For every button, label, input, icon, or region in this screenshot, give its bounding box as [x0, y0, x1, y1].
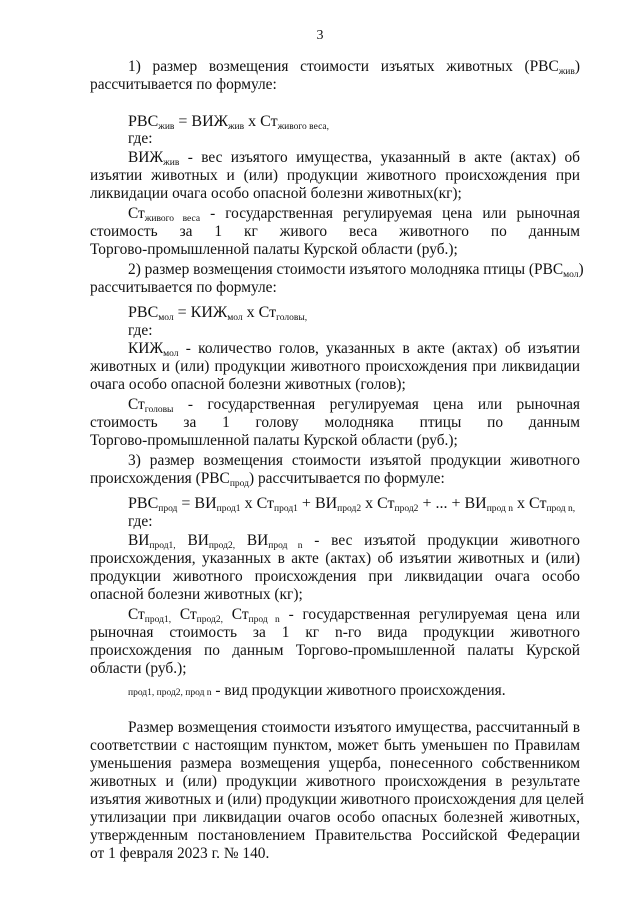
item3-def3-line1: прод1, прод2, прод n - вид продукции животного происхождения. — [128, 682, 506, 699]
item1-intro-line2: рассчитывается по формуле: — [90, 76, 277, 93]
item1-intro-line1: 1) размер возмещения стоимости изъятых животных $(РВС_{жив})$ — [128, 58, 580, 77]
closing-line1: Размер возмещения стоимости изъятого имущества, рассчитанный в — [128, 719, 580, 736]
item2-def1-line2: животных и (или) продукции животного происхождения при ликвидации — [90, 358, 580, 375]
page-number: 3 — [316, 28, 324, 43]
item2-where: где: — [128, 322, 153, 339]
item1-def1-line3: ликвидации очага особо опасной болезни животных(кг); — [90, 185, 462, 202]
closing-line8: от 1 февраля 2023 г. № 140. — [90, 845, 270, 862]
item2-intro-line1: 2) размер возмещения стоимости изъятого молодняка птицы $(РВС_{мол})$ — [128, 261, 584, 280]
item3-formula: $РВС_{прод} = ВИ_{прод1}$ х $Ст_{прод1} + ВИ_{прод2}$ х $Ст_{прод2}$ + ... + $ВИ_{прод n}$ х $Ст_{прод n,}$ — [128, 495, 576, 514]
item2-formula: $РВС_{мол} = КИЖ_{мол}$ х $Ст_{головы,}$ — [128, 304, 308, 323]
closing-line2: соответствии с настоящим пунктом, может быть уменьшен по Правилам — [90, 737, 580, 754]
item2-def2-line2: стоимость за 1 голову молодняка птицы по данным — [90, 414, 580, 431]
item3-intro-line1: 3) размер возмещения стоимости изъятой продукции животного — [128, 452, 580, 469]
item3-def2-line4: области (руб.); — [90, 660, 187, 677]
item1-def1-line1: $ВИЖ_{жив}$ - вес изъятого имущества, указанный в акте (актах) об — [128, 149, 580, 168]
item2-def1-line3: очага особо опасной болезни животных (голов); — [90, 376, 406, 393]
item1-def2-line2: стоимость за 1 кг живого веса животного по данным — [90, 223, 580, 240]
item3-def2-line1: $Ст_{прод1,}$ $Ст_{прод2,}$ $Ст_{прод n}$ - государственная регулируемая цена или — [128, 606, 580, 625]
item1-def2-line3: Торгово-промышленной палаты Курской области (руб.); — [90, 241, 458, 258]
item3-where: где: — [128, 513, 153, 530]
item3-def1-line4: опасной болезни животных (кг); — [90, 586, 303, 603]
item1-def1-line2: изъятии животных и (или) продукции животного происхождения при — [90, 167, 580, 184]
item3-def2-line2: рыночная стоимость за 1 кг n-го вида продукции животного — [90, 624, 580, 641]
item3-def1-line1: $ВИ_{прод1,}$ $ВИ_{прод2,}$ $ВИ_{прод n}$ - вес изъятой продукции животного — [128, 532, 580, 551]
closing-line6: утилизации при ликвидации очагов особо опасных болезней животных, — [90, 809, 580, 826]
item1-formula: $РВС_{жив} = ВИЖ_{жив}$ х $Ст_{живого веса,}$ — [128, 113, 329, 132]
item1-def2-line1: $Ст_{живого веса}$ - государственная регулируемая цена или рыночная — [128, 205, 580, 224]
item3-def2-line3: происхождения по данным Торгово-промышленной палаты Курской — [90, 642, 580, 659]
item2-def2-line1: $Ст_{головы}$ - государственная регулируемая цена или рыночная — [128, 396, 580, 415]
item2-def2-line3: Торгово-промышленной палаты Курской области (руб.); — [90, 432, 458, 449]
closing-line7: утвержденным постановлением Правительства Российской Федерации — [90, 827, 580, 844]
item3-def1-line2: происхождения, указанных в акте (актах) об изъятии животных и (или) — [90, 550, 580, 567]
closing-line4: животных и (или) продукции животного происхождения в результате — [90, 773, 580, 790]
item2-def1-line1: $КИЖ_{мол}$ - количество голов, указанных в акте (актах) об изъятии — [128, 340, 580, 359]
closing-line3: уменьшения размера возмещения ущерба, понесенного собственником — [90, 755, 580, 772]
item3-intro-line2: происхождения $(РВС_{прод})$ рассчитывается по формуле: — [90, 470, 445, 489]
item3-def1-line3: продукции животного происхождения при ликвидации очага особо — [90, 568, 580, 585]
item1-where: где: — [128, 130, 153, 147]
closing-line5: изъятия животных и (или) продукции животного происхождения для целей — [90, 791, 584, 808]
item2-intro-line2: рассчитывается по формуле: — [90, 279, 277, 296]
